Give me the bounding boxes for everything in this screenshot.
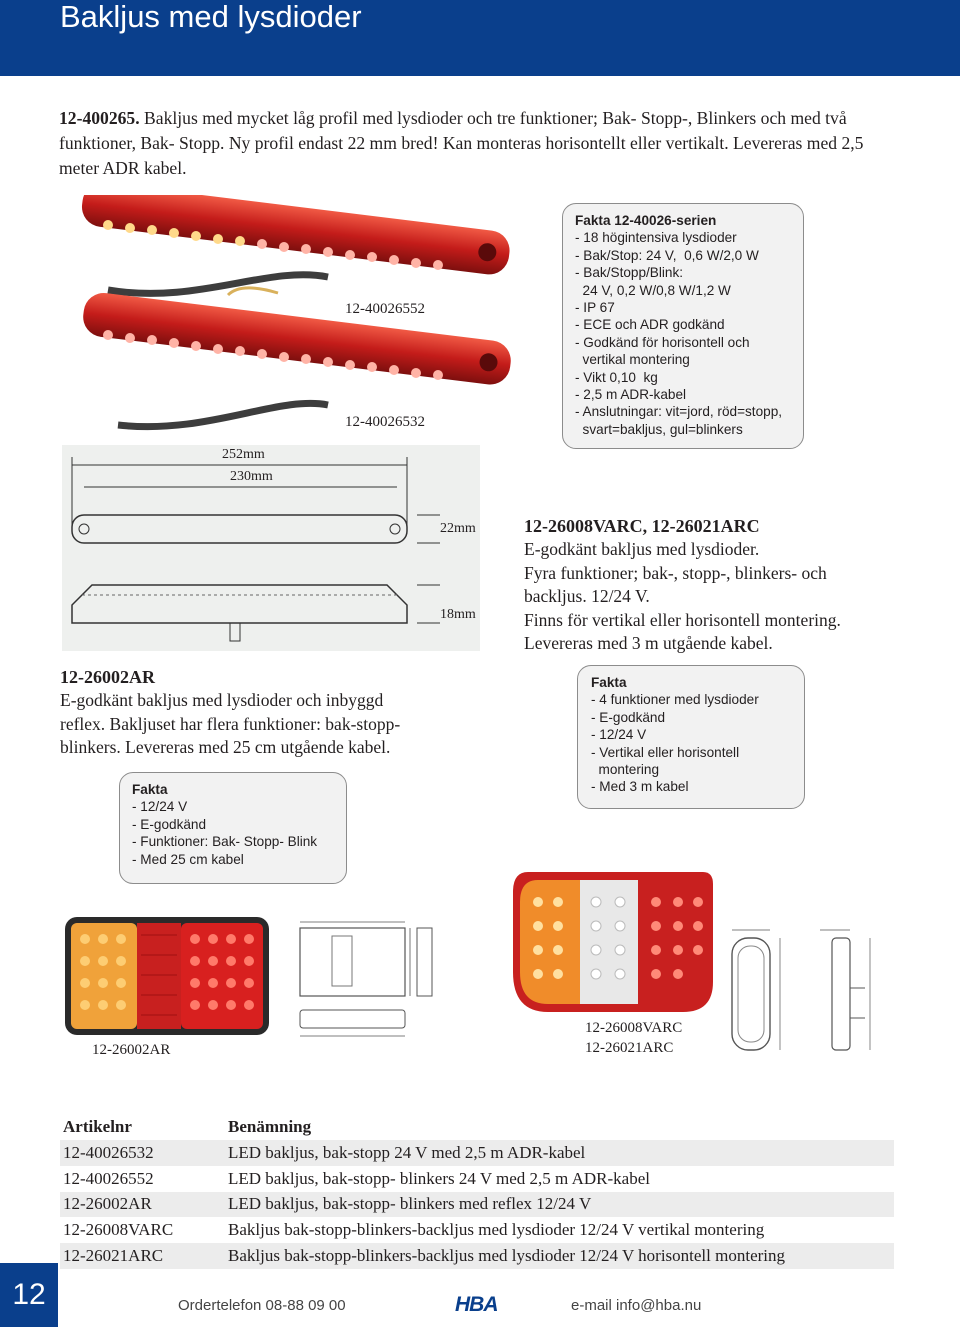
fakta-line: - E-godkänd	[591, 709, 666, 725]
intro-text: Bakljus med mycket låg profil med lysdioder och tre funktioner; Bak- Stopp-, Blinkers och med två funktioner, Bak- Stopp. Ny profil endast 22 mm bred! Kan monteras horisontellt eller vertikalt. Levereras med 2,5 meter ADR kabel.	[59, 108, 864, 178]
fakta-line: - E-godkänd	[132, 816, 207, 832]
section-26008varc	[524, 515, 924, 656]
section-line: Levereras med 3 m utgående kabel.	[524, 633, 773, 653]
fakta-line: - Godkänd för horisontell och	[575, 334, 750, 350]
light-label-12-40026532: 12-40026532	[345, 414, 425, 430]
section-line: backljus. 12/24 V.	[524, 586, 650, 606]
photo-label-26002ar: 12-26002AR	[92, 1042, 171, 1058]
cell-benamning: LED bakljus, bak-stopp 24 V med 2,5 m ADR-kabel	[225, 1140, 894, 1166]
led-strip-lights-image	[78, 195, 518, 445]
fakta-line: - 2,5 m ADR-kabel	[575, 387, 687, 403]
drawing-height-18: 18mm	[440, 607, 476, 622]
column-header-artikelnr: Artikelnr	[63, 1117, 132, 1136]
photo-labels-varc-arc	[585, 1018, 682, 1058]
fakta-line: vertikal montering	[575, 352, 690, 368]
hba-logo: HBA	[455, 1293, 498, 1316]
table-row	[60, 1217, 894, 1243]
photo-label-26021arc: 12-26021ARC	[585, 1040, 674, 1056]
drawing-width-230: 230mm	[230, 469, 273, 484]
cell-benamning: Bakljus bak-stopp-blinkers-backljus med lysdioder 12/24 V vertikal montering	[228, 1220, 765, 1240]
section-line: E-godkänt bakljus med lysdioder.	[524, 539, 760, 559]
fakta-line: - Bak/Stop: 24 V, 0,6 W/2,0 W	[575, 247, 759, 263]
cell-artikelnr: 12-26021ARC	[60, 1243, 225, 1269]
light-label-12-40026552: 12-40026552	[345, 301, 425, 317]
fakta-title: Fakta 12-40026-serien	[575, 213, 717, 228]
table-row	[60, 1192, 894, 1218]
table-row	[60, 1243, 894, 1269]
fakta-box-26002ar	[119, 772, 347, 884]
fakta-line: svart=bakljus, gul=blinkers	[575, 421, 743, 437]
cell-artikelnr: 12-26002AR	[60, 1192, 225, 1218]
intro-code: 12-400265.	[59, 108, 140, 128]
photo-label-26008varc: 12-26008VARC	[585, 1020, 683, 1036]
section-title: 12-26008VARC, 12-26021ARC	[524, 516, 760, 536]
cell-artikelnr: 12-40026532	[60, 1140, 225, 1166]
cell-artikelnr: 12-40026552	[63, 1168, 154, 1188]
cell-artikelnr: 12-26008VARC	[63, 1220, 174, 1240]
section-line: Finns för vertikal eller horisontell montering.	[524, 609, 841, 630]
fakta-line: - 12/24 V	[591, 727, 647, 743]
cell-benamning: LED bakljus, bak-stopp- blinkers med reflex 12/24 V	[225, 1192, 894, 1218]
fakta-line: - ECE och ADR godkänd	[575, 317, 725, 333]
section-26002ar	[60, 666, 480, 760]
fakta-line: 24 V, 0,2 W/0,8 W/1,2 W	[575, 282, 731, 298]
drawing-height-22: 22mm	[440, 521, 476, 536]
section-title: 12-26002AR	[60, 667, 155, 687]
contact-email[interactable]: e-mail info@hba.nu	[571, 1297, 702, 1314]
fakta-line: - IP 67	[575, 300, 615, 316]
fakta-line: - 4 funktioner med lysdioder	[591, 692, 759, 708]
cell-benamning: Bakljus bak-stopp-blinkers-backljus med lysdioder 12/24 V horisontell montering	[225, 1243, 894, 1269]
fakta-line: - Vertikal eller horisontell	[591, 744, 740, 760]
section-line: E-godkänt bakljus med lysdioder och inbyggd	[60, 690, 384, 710]
intro-paragraph	[59, 106, 899, 181]
page-number: 12	[0, 1263, 58, 1327]
lamp-26002ar-image	[63, 915, 273, 1040]
fakta-title: Fakta	[132, 782, 168, 797]
drawing-26002ar	[292, 918, 452, 1043]
technical-drawing	[62, 445, 480, 651]
table-row	[60, 1166, 894, 1192]
lamp-26008varc-image	[508, 862, 718, 1020]
column-header-benamning: Benämning	[228, 1117, 312, 1136]
fakta-line: - Med 25 cm kabel	[132, 851, 244, 867]
order-phone: Ordertelefon 08-88 09 00	[178, 1297, 346, 1314]
fakta-line: - 18 högintensiva lysdioder	[575, 230, 737, 246]
fakta-line: - Anslutningar: vit=jord, röd=stopp,	[575, 404, 783, 420]
fakta-line: - Bak/Stopp/Blink:	[575, 265, 684, 281]
drawing-width-252: 252mm	[222, 447, 265, 462]
fakta-line: montering	[591, 762, 660, 778]
section-line: Fyra funktioner; bak-, stopp-, blinkers- och	[524, 562, 827, 583]
page-title: Bakljus med lysdioder	[60, 0, 362, 34]
fakta-line: - Vikt 0,10 kg	[575, 369, 658, 385]
cell-benamning: LED bakljus, bak-stopp- blinkers 24 V med 2,5 m ADR-kabel	[228, 1168, 650, 1188]
section-line: reflex. Bakljuset har flera funktioner: bak-stopp-	[60, 713, 401, 734]
product-table	[60, 1114, 894, 1269]
drawing-26008varc	[720, 918, 900, 1058]
table-header-row	[60, 1114, 894, 1140]
fakta-line: - Funktioner: Bak- Stopp- Blink	[132, 834, 318, 850]
fakta-title: Fakta	[591, 675, 627, 690]
section-line: blinkers. Levereras med 25 cm utgående kabel.	[60, 737, 391, 757]
fakta-box-40026-series	[562, 203, 804, 449]
fakta-line: - 12/24 V	[132, 799, 188, 815]
fakta-line: - Med 3 m kabel	[591, 779, 689, 795]
table-row	[60, 1140, 894, 1166]
fakta-box-26008varc	[577, 665, 805, 809]
